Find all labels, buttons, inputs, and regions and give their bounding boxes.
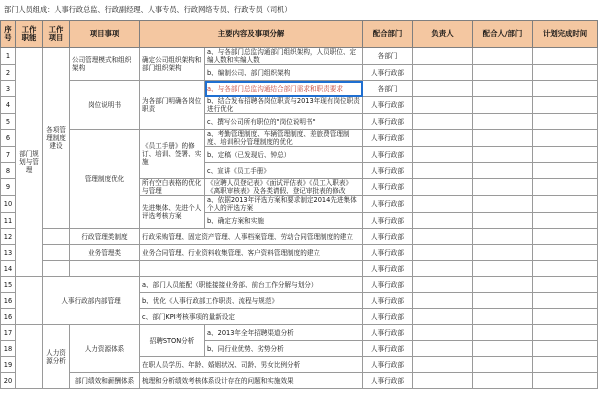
header-item[interactable]: 项目事项 <box>70 21 140 48</box>
plan-time-cell[interactable] <box>533 341 598 357</box>
owner-cell[interactable] <box>413 261 473 277</box>
row-no[interactable]: 9 <box>1 179 16 196</box>
row-no[interactable]: 14 <box>1 261 16 277</box>
plan-time-cell[interactable] <box>533 293 598 309</box>
detail-cell[interactable]: b、定稿（已发现后、钟总） <box>205 147 363 163</box>
dept-cell[interactable]: 人事行政部 <box>363 97 413 114</box>
plan-time-cell[interactable] <box>533 357 598 373</box>
coop-cell[interactable] <box>473 373 533 389</box>
item-cell[interactable] <box>70 261 140 277</box>
dept-cell[interactable]: 人事行政部 <box>363 373 413 389</box>
item-admin-policies[interactable]: 行政管理类制度 <box>70 229 140 245</box>
plan-time-cell[interactable] <box>533 81 598 97</box>
owner-cell[interactable] <box>413 130 473 147</box>
function-cell[interactable] <box>16 277 43 325</box>
row-no[interactable]: 3 <box>1 81 16 97</box>
item-hr-system[interactable]: 人力资源体系 <box>70 325 140 373</box>
coop-cell[interactable] <box>473 147 533 163</box>
work-plan-table <box>0 20 598 389</box>
row-no[interactable]: 11 <box>1 213 16 229</box>
detail-cell[interactable]: b、同行业优势、劣势分析 <box>205 341 363 357</box>
header-owner[interactable]: 负责人 <box>413 21 473 48</box>
table-row <box>1 373 598 389</box>
plan-time-cell[interactable] <box>533 147 598 163</box>
owner-cell[interactable] <box>413 65 473 81</box>
owner-cell[interactable] <box>413 229 473 245</box>
detail-cell[interactable]: b、优化《人事行政部工作职责、流程与规范》 <box>140 293 363 309</box>
coop-cell[interactable] <box>473 196 533 213</box>
subitem-blank-forms[interactable]: 所有空白表格的优化与管理 <box>140 179 205 196</box>
coop-cell[interactable] <box>473 309 533 325</box>
coop-cell[interactable] <box>473 114 533 130</box>
subitem-recruit-analysis[interactable]: 招聘STON分析 <box>140 325 205 357</box>
owner-cell[interactable] <box>413 357 473 373</box>
owner-cell[interactable] <box>413 245 473 261</box>
header-project[interactable]: 工作项目 <box>43 21 70 48</box>
detail-cell[interactable]: a、考勤管理制度、车辆管理制度、差旅费管理制度、培训积分管理制度的优化 <box>205 130 363 147</box>
row-no[interactable]: 7 <box>1 147 16 163</box>
detail-cell[interactable]: b、结合发布招聘各岗位职责与2013年现有岗位职责进行优化 <box>205 97 363 114</box>
department-members-note: 部门人员组成：人事行政总监、行政副经理、人事专员、行政网络专员、行政专员（司机） <box>4 5 292 14</box>
dept-cell[interactable]: 人事行政部 <box>363 277 413 293</box>
coop-cell[interactable] <box>473 293 533 309</box>
item-business-management[interactable]: 业务管理类 <box>70 245 140 261</box>
plan-time-cell[interactable] <box>533 213 598 229</box>
coop-cell[interactable] <box>473 65 533 81</box>
item-policy-optimization[interactable]: 管理制度优化 <box>70 130 140 229</box>
dept-cell[interactable]: 人事行政部 <box>363 293 413 309</box>
project-cell[interactable] <box>43 229 70 245</box>
function-dept-planning[interactable]: 部门规划与管理 <box>16 48 43 277</box>
dept-cell[interactable]: 各部门 <box>363 48 413 65</box>
owner-cell[interactable] <box>413 48 473 65</box>
owner-cell[interactable] <box>413 325 473 341</box>
coop-cell[interactable] <box>473 81 533 97</box>
detail-cell[interactable]: a、2013年全年招聘渠道分析 <box>205 325 363 341</box>
detail-cell[interactable]: 在职人员学历、年龄、婚姻状况、司龄、男女比例分析 <box>140 357 363 373</box>
subitem-job-duties[interactable]: 为各部门明确各岗位职责 <box>140 81 205 130</box>
coop-cell[interactable] <box>473 245 533 261</box>
detail-cell[interactable]: b、确定方案和实施 <box>205 213 363 229</box>
plan-time-cell[interactable] <box>533 277 598 293</box>
plan-time-cell[interactable] <box>533 261 598 277</box>
detail-cell[interactable]: a、部门人员能配（职能接接业务部、前台工作分解与划分） <box>140 277 363 293</box>
coop-cell[interactable] <box>473 261 533 277</box>
table-row <box>1 48 598 65</box>
dept-cell[interactable]: 人事行政部 <box>363 196 413 213</box>
detail-cell[interactable]: a、与各部门总监沟通部门组织架构，人员职位、定编人数和实编人数 <box>205 48 363 65</box>
dept-cell[interactable]: 人事行政部 <box>363 341 413 357</box>
table-row <box>1 277 598 293</box>
plan-time-cell[interactable] <box>533 245 598 261</box>
row-no[interactable]: 4 <box>1 97 16 114</box>
coop-cell[interactable] <box>473 130 533 147</box>
detail-cell[interactable] <box>140 261 363 277</box>
coop-cell[interactable] <box>473 277 533 293</box>
coop-cell[interactable] <box>473 213 533 229</box>
coop-cell[interactable] <box>473 229 533 245</box>
header-row <box>1 21 598 48</box>
project-hr-analysis[interactable]: 人力资源分析 <box>43 325 70 389</box>
plan-time-cell[interactable] <box>533 163 598 179</box>
row-no[interactable]: 1 <box>1 48 16 65</box>
plan-time-cell[interactable] <box>533 65 598 81</box>
owner-cell[interactable] <box>413 277 473 293</box>
dept-cell[interactable]: 各部门 <box>363 81 413 97</box>
header-no[interactable]: 序号 <box>1 21 16 48</box>
row-no[interactable]: 15 <box>1 277 16 293</box>
owner-cell[interactable] <box>413 163 473 179</box>
header-coop[interactable]: 配合人/部门 <box>473 21 533 48</box>
header-plan-time[interactable]: 计划完成时间 <box>533 21 598 48</box>
plan-time-cell[interactable] <box>533 97 598 114</box>
subitem-employee-handbook[interactable]: 《员工手册》的修订、培训、签署、实施 <box>140 130 205 179</box>
row-no[interactable]: 13 <box>1 245 16 261</box>
detail-cell[interactable]: 《应聘人员登记表》《面试评估表》《员工入职表》《离职审核表》及各类请假、登记审批表的修改 <box>205 179 363 196</box>
table-row <box>1 229 598 245</box>
plan-time-cell[interactable] <box>533 373 598 389</box>
coop-cell[interactable] <box>473 357 533 373</box>
project-system-building[interactable]: 各项管理制度建设 <box>43 48 70 229</box>
row-no[interactable]: 16 <box>1 293 16 309</box>
detail-cell[interactable]: 行政采购管理、固定资产管理、人事档案管理、劳动合同管理制度的建立 <box>140 229 363 245</box>
coop-cell[interactable] <box>473 179 533 196</box>
row-no[interactable]: 12 <box>1 229 16 245</box>
coop-cell[interactable] <box>473 163 533 179</box>
dept-cell[interactable]: 人事行政部 <box>363 179 413 196</box>
item-org-structure[interactable]: 公司管理模式和组织架构 <box>70 48 140 81</box>
owner-cell[interactable] <box>413 81 473 97</box>
row-no[interactable]: 17 <box>1 325 16 341</box>
owner-cell[interactable] <box>413 373 473 389</box>
row-no[interactable]: 19 <box>1 357 16 373</box>
coop-cell[interactable] <box>473 48 533 65</box>
subitem-org-chart[interactable]: 确定公司组织架构和部门组织架构 <box>140 48 205 81</box>
dept-cell[interactable]: 人事行政部 <box>363 130 413 147</box>
header-function[interactable]: 工作职能 <box>16 21 43 48</box>
dept-cell[interactable]: 人事行政部 <box>363 325 413 341</box>
subitem-excellence-awards[interactable]: 先进集体、先进个人评选考核方案 <box>140 196 205 229</box>
owner-cell[interactable] <box>413 196 473 213</box>
owner-cell[interactable] <box>413 179 473 196</box>
owner-cell[interactable] <box>413 341 473 357</box>
plan-time-cell[interactable] <box>533 196 598 213</box>
row-no[interactable]: 10 <box>1 196 16 213</box>
row-no[interactable]: 6 <box>1 130 16 147</box>
row-no[interactable]: 18 <box>1 341 16 357</box>
dept-cell[interactable]: 人事行政部 <box>363 309 413 325</box>
table-row <box>1 261 598 277</box>
plan-time-cell[interactable] <box>533 229 598 245</box>
plan-time-cell[interactable] <box>533 309 598 325</box>
detail-cell[interactable]: c、撰写公司所有职位的"岗位说明书" <box>205 114 363 130</box>
dept-cell[interactable]: 人事行政部 <box>363 357 413 373</box>
detail-cell[interactable]: 业务合同管理、行业资料收集管理、客户资料管理制度的建立 <box>140 245 363 261</box>
item-performance-pay[interactable]: 部门绩效和薪酬体系 <box>70 373 140 389</box>
function-cell[interactable] <box>16 325 43 389</box>
coop-cell[interactable] <box>473 341 533 357</box>
dept-cell[interactable]: 人事行政部 <box>363 229 413 245</box>
row-no[interactable]: 20 <box>1 373 16 389</box>
project-cell[interactable] <box>43 261 70 277</box>
owner-cell[interactable] <box>413 213 473 229</box>
coop-cell[interactable] <box>473 97 533 114</box>
detail-cell[interactable]: a、依据2013年评选方案和要求制定2014先进集体个人的评选方案 <box>205 196 363 213</box>
detail-cell[interactable]: c、部门KPI考核事项的量新设定 <box>140 309 363 325</box>
owner-cell[interactable] <box>413 147 473 163</box>
plan-time-cell[interactable] <box>533 48 598 65</box>
plan-time-cell[interactable] <box>533 325 598 341</box>
project-internal-management[interactable]: 人事行政部内部管理 <box>43 277 140 325</box>
coop-cell[interactable] <box>473 325 533 341</box>
table-row <box>1 325 598 341</box>
table-row <box>1 245 598 261</box>
table-row <box>1 130 598 147</box>
owner-cell[interactable] <box>413 97 473 114</box>
dept-cell[interactable]: 人事行政部 <box>363 65 413 81</box>
owner-cell[interactable] <box>413 309 473 325</box>
dept-cell[interactable]: 人事行政部 <box>363 114 413 130</box>
dept-cell[interactable]: 人事行政部 <box>363 213 413 229</box>
project-cell[interactable] <box>43 245 70 261</box>
row-no[interactable]: 5 <box>1 114 16 130</box>
dept-cell[interactable]: 人事行政部 <box>363 163 413 179</box>
owner-cell[interactable] <box>413 114 473 130</box>
dept-cell[interactable]: 人事行政部 <box>363 147 413 163</box>
detail-cell-selected[interactable]: a、与各部门总监沟通结合部门需求和职责要求 <box>205 81 363 97</box>
table-row <box>1 81 598 97</box>
item-job-description[interactable]: 岗位说明书 <box>70 81 140 130</box>
plan-time-cell[interactable] <box>533 114 598 130</box>
plan-time-cell[interactable] <box>533 179 598 196</box>
detail-cell[interactable]: c、宣讲《员工手册》 <box>205 163 363 179</box>
dept-cell[interactable]: 人事行政部 <box>363 245 413 261</box>
header-detail[interactable]: 主要内容及事项分解 <box>140 21 363 48</box>
detail-cell[interactable]: b、编制公司、部门组织架构 <box>205 65 363 81</box>
dept-cell[interactable]: 人事行政部 <box>363 261 413 277</box>
detail-cell[interactable]: 梳理和分析绩效考核体系设计存在的问题和实施效果 <box>140 373 363 389</box>
owner-cell[interactable] <box>413 293 473 309</box>
row-no[interactable]: 16 <box>1 309 16 325</box>
row-no[interactable]: 8 <box>1 163 16 179</box>
row-no[interactable]: 2 <box>1 65 16 81</box>
plan-time-cell[interactable] <box>533 130 598 147</box>
header-dept[interactable]: 配合部门 <box>363 21 413 48</box>
